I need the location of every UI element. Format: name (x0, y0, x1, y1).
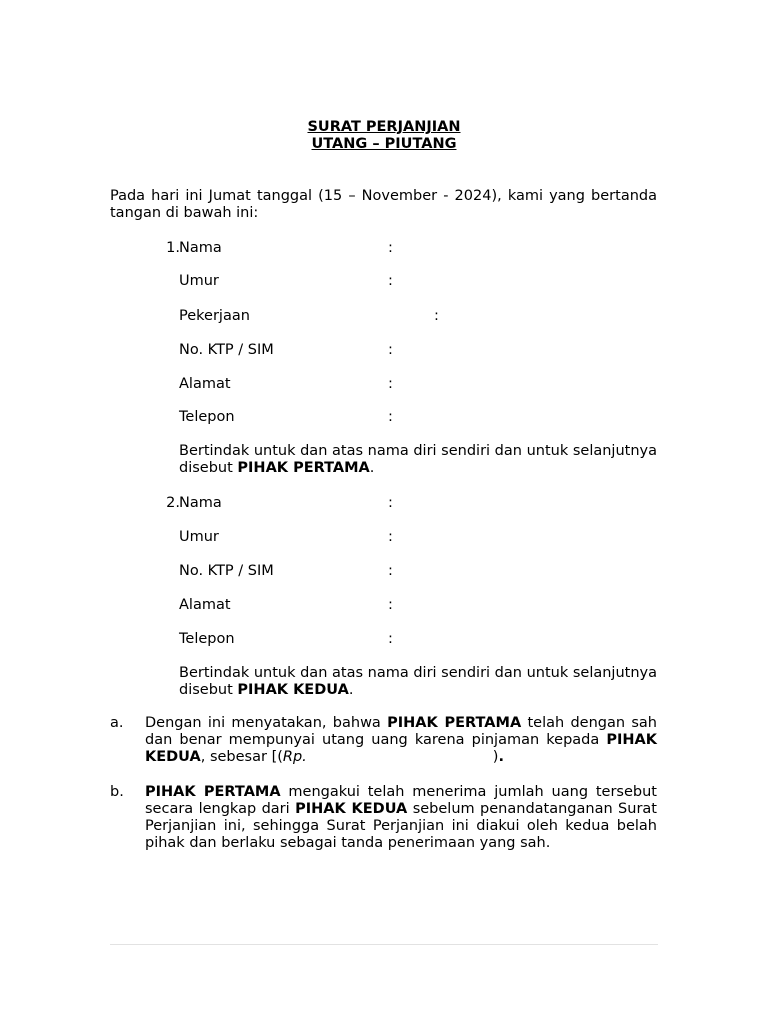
party1-field-row (110, 376, 657, 393)
party1-term: PIHAK PERTAMA (387, 715, 522, 731)
field-label: Umur (179, 529, 219, 545)
party2-field-row (110, 597, 657, 614)
party1-field-row (110, 273, 657, 290)
field-colon: : (388, 563, 393, 579)
field-label: No. KTP / SIM (179, 563, 274, 579)
field-label: Alamat (179, 597, 231, 613)
field-label: Nama (179, 240, 222, 256)
party1-field-row (110, 342, 657, 359)
field-colon: : (388, 529, 393, 545)
clause-b-text (145, 784, 657, 852)
party2-field-row (110, 495, 657, 512)
party2-term: PIHAK KEDUA (237, 682, 349, 698)
field-label: No. KTP / SIM (179, 342, 274, 358)
statement-end: . (348, 682, 354, 698)
party2-field-row (110, 631, 657, 648)
field-colon: : (388, 495, 393, 511)
party2-term: PIHAK KEDUA (145, 732, 657, 765)
field-label: Nama (179, 495, 222, 511)
field-label: Telepon (179, 631, 235, 647)
field-colon: : (388, 240, 393, 256)
party1-field-row (110, 308, 657, 325)
party1-term: PIHAK PERTAMA (237, 460, 370, 476)
statement-end: . (369, 460, 375, 476)
close-paren: ) (492, 749, 499, 765)
party1-term: PIHAK PERTAMA (145, 784, 281, 800)
intro-paragraph: Pada hari ini Jumat tanggal (15 – November - 2024), kami yang bertanda tangan di bawah ini: (110, 188, 657, 221)
party1-number: 1. (166, 240, 180, 256)
statement-text: Bertindak untuk dan atas nama diri sendiri dan untuk selanjutnya disebut (179, 665, 657, 698)
title-line-2: UTANG – PIUTANG (311, 136, 457, 152)
title-line-1: SURAT PERJANJIAN (307, 119, 461, 135)
party2-field-row (110, 529, 657, 546)
field-label: Pekerjaan (179, 308, 250, 324)
clause-text: , sebesar [( (200, 749, 283, 765)
rupiah-label: Rp. (282, 749, 307, 765)
clause-a-marker: a. (110, 715, 124, 731)
clause-a-text (145, 715, 657, 766)
field-colon: : (388, 376, 393, 392)
field-label: Umur (179, 273, 219, 289)
clause-text: telah dengan sah dan benar mempunyai utang uang karena pinjaman kepada (145, 715, 657, 748)
clause-text: mengakui telah menerima jumlah uang tersebut secara lengkap dari (145, 784, 657, 817)
party2-term: PIHAK KEDUA (295, 801, 408, 817)
field-colon: : (388, 631, 393, 647)
field-colon: : (388, 597, 393, 613)
page-footer-divider (110, 944, 658, 945)
field-colon: : (434, 308, 439, 324)
party2-number: 2. (166, 495, 180, 511)
party1-field-row (110, 240, 657, 257)
field-label: Alamat (179, 376, 231, 392)
field-colon: : (388, 342, 393, 358)
field-colon: : (388, 409, 393, 425)
field-colon: : (388, 273, 393, 289)
document-title (0, 119, 768, 153)
party1-statement (179, 443, 657, 477)
clause-a (110, 715, 657, 767)
clause-b (110, 784, 657, 870)
end-dot: . (498, 749, 504, 765)
party2-field-row (110, 563, 657, 580)
party1-field-row (110, 409, 657, 426)
clause-b-marker: b. (110, 784, 124, 800)
clause-text: Dengan ini menyatakan, bahwa (145, 715, 388, 731)
clause-text: sebelum penandatanganan Surat Perjanjian ini, sehingga Surat Perjanjian ini diakui oleh kedua belah pihak dan berlaku sebagai tanda penerimaan yang sah. (145, 801, 657, 851)
field-label: Telepon (179, 409, 235, 425)
party2-statement (179, 665, 657, 699)
statement-text: Bertindak untuk dan atas nama diri sendiri dan untuk selanjutnya disebut (179, 443, 657, 476)
